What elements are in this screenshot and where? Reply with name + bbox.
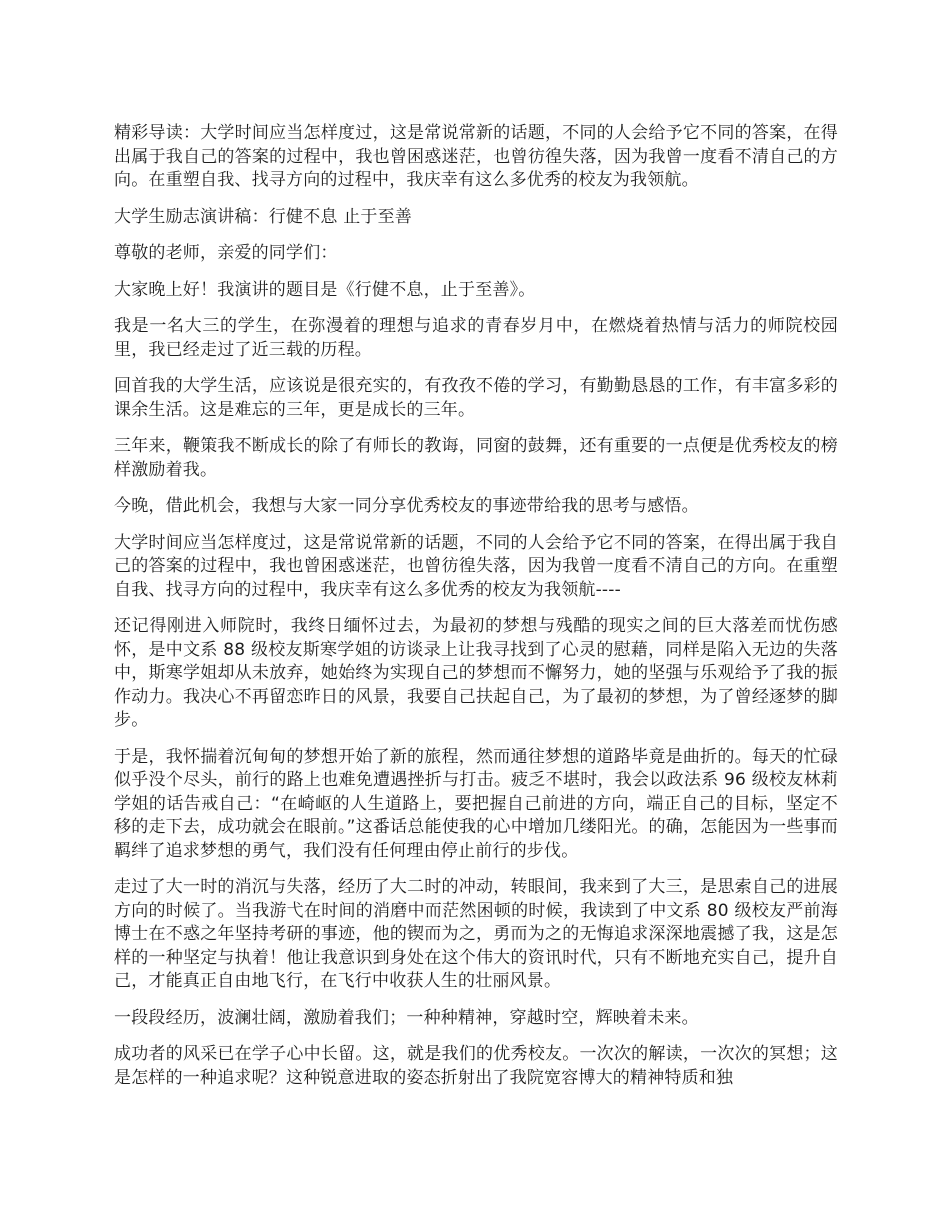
greeting-paragraph: 大家晚上好！我演讲的题目是《行健不息，止于至善》。 (114, 279, 536, 300)
body-paragraph: 于是，我怀揣着沉甸甸的梦想开始了新的旅程，然而通往梦想的道路毕竟是曲折的。每天的忙碌似乎没个尽头，前行的路上也难免遭遇挫折与打击。疲乏不堪时，我会以政法系 96 级校友林莉学姐的话告戒自己：“在崎岖的人生道路上，要把握自己前进的方向，端正自己的目标，坚定不移的走下去，成功就会在眼前。”这番话总能使我的心中增加几缕阳光。的确，怎能因为一些事而羁绊了追求梦想的勇气，我们没有任何理由停止前行的步伐。 (114, 746, 838, 861)
speech-title: 大学生励志演讲稿：行健不息 止于至善 (114, 206, 413, 227)
salutation: 尊敬的老师，亲爱的同学们： (114, 243, 338, 263)
body-paragraph: 走过了大一时的消沉与失落，经历了大二时的冲动，转眼间，我来到了大三，是思索自己的进展方向的时候了。当我游弋在时间的消磨中而茫然困顿的时候，我读到了中文系 80 级校友严前海博士在不惑之年坚持考研的事迹，他的锲而为之，勇而为之的无悔追求深深地震撼了我，这是怎样的一种坚定与执着！他让我意识到身处在这个伟大的资讯时代，只有不断地充实自己，提升自己，才能真正自由地飞行，在飞行中收获人生的壮丽风景。 (114, 877, 838, 991)
body-paragraph: 大学时间应当怎样度过，这是常说常新的话题，不同的人会给予它不同的答案，在得出属于我自己的答案的过程中，我也曾困惑迷茫，也曾彷徨失落，因为我曾一度看不清自己的方向。在重塑自我、找寻方向的过程中，我庆幸有这么多优秀的校友为我领航---- (114, 532, 838, 600)
body-paragraph: 成功者的风采已在学子心中长留。这，就是我们的优秀校友。一次次的解读，一次次的冥想；这是怎样的一种追求呢？这种锐意进取的姿态折射出了我院宽容博大的精神特质和独 (114, 1044, 838, 1088)
body-paragraph: 一段段经历，波澜壮阔，激励着我们；一种种精神，穿越时空，辉映着未来。 (114, 1007, 699, 1028)
body-paragraph: 回首我的大学生活，应该说是很充实的，有孜孜不倦的学习，有勤勤恳恳的工作，有丰富多彩的课余生活。这是难忘的三年，更是成长的三年。 (114, 376, 838, 420)
intro-paragraph: 精彩导读：大学时间应当怎样度过，这是常说常新的话题，不同的人会给予它不同的答案，在得出属于我自己的答案的过程中，我也曾困惑迷茫，也曾彷徨失落，因为我曾一度看不清自己的方向。在重塑自我、找寻方向的过程中，我庆幸有这么多优秀的校友为我领航。 (114, 123, 838, 190)
body-paragraph: 今晚，借此机会，我想与大家一同分享优秀校友的事迹带给我的思考与感悟。 (114, 496, 699, 516)
body-paragraph: 我是一名大三的学生，在弥漫着的理想与追求的青春岁月中，在燃烧着热情与活力的师院校园里，我已经走过了近三载的历程。 (114, 316, 838, 360)
body-paragraph: 还记得刚进入师院时，我终日缅怀过去，为最初的梦想与残酷的现实之间的巨大落差而忧伤感怀，是中文系 88 级校友斯寒学姐的访谈录上让我寻找到了心灵的慰藉，同样是陷入无边的失落中，斯寒学姐却从未放弃，她始终为实现自己的梦想而不懈努力，她的坚强与乐观给予了我的振作动力。我决心不再留恋昨日的风景，我要自己扶起自己，为了最初的梦想，为了曾经逐梦的脚步。 (114, 616, 838, 730)
body-paragraph: 三年来，鞭策我不断成长的除了有师长的教诲，同窗的鼓舞，还有重要的一点便是优秀校友的榜样激励着我。 (114, 436, 838, 480)
